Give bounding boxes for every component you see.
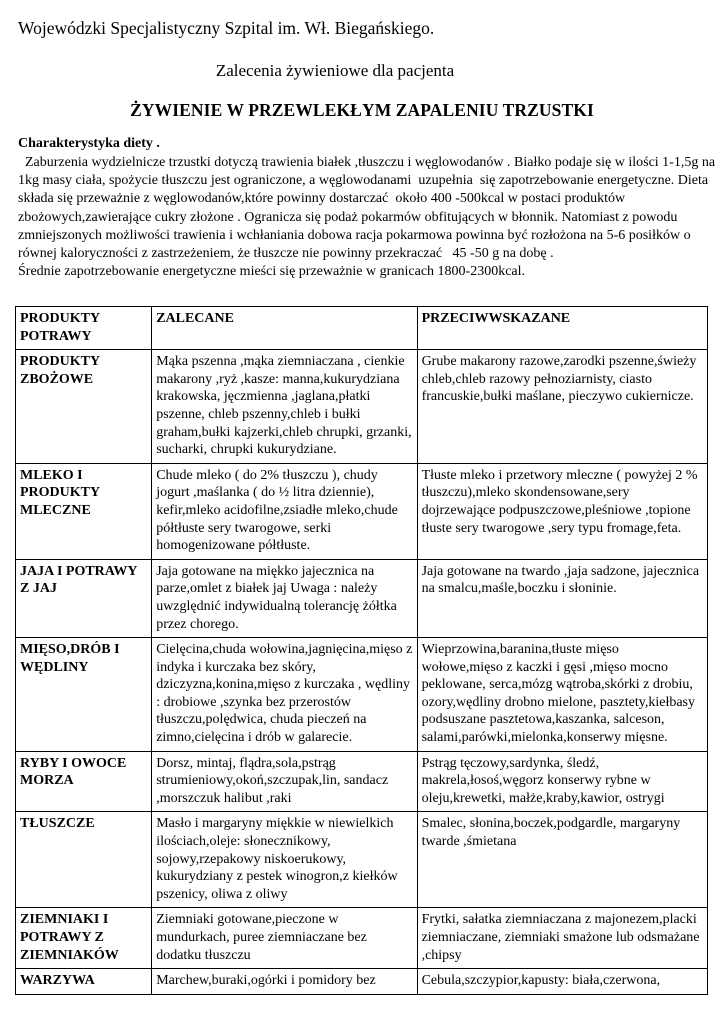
row-category: PRODUKTY ZBOŻOWE [16, 350, 152, 464]
table-row [16, 559, 708, 637]
row-category: TŁUSZCZE [16, 812, 152, 908]
row-recommended: Marchew,buraki,ogórki i pomidory bez [152, 969, 417, 995]
row-recommended: Jaja gotowane na miękko jajecznica na parze,omlet z białek jaj Uwaga : należy uwzględnić indywidualną tolerancję żółtka przez chorego. [152, 559, 417, 637]
characteristics-paragraph: Średnie zapotrzebowanie energetyczne mieści się przeważnie w granicach 1800-2300kcal. [18, 264, 526, 280]
row-recommended: Ziemniaki gotowane,pieczone w mundurkach, puree ziemniaczane bez dodatku tłuszczu [152, 908, 417, 969]
table-row [16, 463, 708, 559]
document-title: ŻYWIENIE W PRZEWLEKŁYM ZAPALENIU TRZUSTKI [130, 100, 594, 120]
table-row [16, 908, 708, 969]
row-category: JAJA I POTRAWY Z JAJ [16, 559, 152, 637]
subtitle-text: Zalecenia żywieniowe dla pacjenta [215, 61, 455, 80]
row-recommended: Chude mleko ( do 2% tłuszczu ), chudy jogurt ,maślanka ( do ½ litra dziennie), kefir,mleko acidofilne,zsiadłe mleko,chude półtłuste sery twarogowe, serki homogenizowane półtłuste. [152, 463, 417, 559]
table-row [16, 969, 708, 995]
row-contraindicated: Wieprzowina,baranina,tłuste mięso wołowe,mięso z kaczki i gęsi ,mięso mocno peklowane, serca,mózg wątroba,skórki z drobiu, ozory,wędliny drobno mielone, pasztety,kiełbasy podsuszane pasztetowa,kaszanka, salceson, salami,parówki,mielonka,konserwy mięsne. [417, 638, 707, 752]
row-contraindicated: Tłuste mleko i przetwory mleczne ( powyżej 2 % tłuszczu),mleko skondensowane,sery dojrzewające podpuszczowe,pleśniowe ,topione tłuste sery twarogowe ,sery typu fromage,feta. [417, 463, 707, 559]
row-recommended: Cielęcina,chuda wołowina,jagnięcina,mięso z indyka i kurczaka bez skóry, dziczyzna,konina,mięso z kurczaka , wędliny : drobiowe ,szynka bez przerostów tłuszczu,polędwica, chuda pieczeń na zimno,cielęcina i drób w galarecie. [152, 638, 417, 752]
row-category: ZIEMNIAKI I POTRAWY Z ZIEMNIAKÓW [16, 908, 152, 969]
header-contraindicated: PRZECIWWSKAZANE [417, 307, 707, 350]
table-row [16, 812, 708, 908]
table-row [16, 751, 708, 812]
row-recommended: Masło i margaryny miękkie w niewielkich ilościach,oleje: słonecznikowy, sojowy,rzepakowy niskoerukowy, kukurydziany z pestek winogron,z kiełków pszenicy, oliwa z oliwy [152, 812, 417, 908]
table-header-row [16, 307, 708, 350]
table-row [16, 350, 708, 464]
table-row [16, 638, 708, 752]
diet-table [15, 306, 708, 995]
row-recommended: Dorsz, mintaj, flądra,sola,pstrąg strumieniowy,okoń,szczupak,lin, sandacz ,morszczuk halibut ,raki [152, 751, 417, 812]
characteristics-heading: Charakterystyka diety . [18, 136, 160, 151]
row-contraindicated: Jaja gotowane na twardo ,jaja sadzone, jajecznica na smalcu,maśle,boczku i słoninie. [417, 559, 707, 637]
row-recommended: Mąka pszenna ,mąka ziemniaczana , cienkie makarony ,ryż ,kasze: manna,kukurydziana krakowska, jęczmienna ,jaglana,płatki pszenne, chleb pszenny,chleb i bułki graham,bułki kajzerki,chleb chrupki, grzanki, sucharki, chrupki kukurydziane. [152, 350, 417, 464]
characteristics-body [18, 154, 718, 281]
row-category: RYBY I OWOCE MORZA [16, 751, 152, 812]
row-contraindicated: Pstrąg tęczowy,sardynka, śledź, makrela,łosoś,węgorz konserwy rybne w oleju,krewetki, małże,kraby,kawior, ostrygi [417, 751, 707, 812]
characteristics-paragraph: Zaburzenia wydzielnicze trzustki dotyczą trawienia białek ,tłuszczu i węglowodanów . Białko podaje się w ilości 1-1,5g na 1kg masy ciała, spożycie tłuszczu jest ograniczone, a węglowodanami uzupełnia się zapotrzebowanie energetyczne. Dieta składa się przeważnie z węglowodanów,które powinny dostarczać około 400 -500kcal w postaci produktów zbożowych,zawierające cukry złożone . Ogranicza się podaż pokarmów obfitujących w błonnik. Natomiast z powodu zmniejszonych możliwości trawienia i wchłaniania dobowa racja pokarmowa powinna być rozłożona na 5-6 posiłków o równej kaloryczności z zastrzeżeniem, że tłuszcze nie powinny przekraczać 45 -50 g na dobę . [18, 155, 719, 262]
header-products: PRODUKTY POTRAWY [16, 307, 152, 350]
hospital-name: Wojewódzki Specjalistyczny Szpital im. Wł. Biegańskiego. [18, 18, 435, 38]
row-category: MLEKO I PRODUKTY MLECZNE [16, 463, 152, 559]
row-category: WARZYWA [16, 969, 152, 995]
row-contraindicated: Frytki, sałatka ziemniaczana z majonezem,placki ziemniaczane, ziemniaki smażone lub odsmażane ,chipsy [417, 908, 707, 969]
header-recommended: ZALECANE [152, 307, 417, 350]
row-contraindicated: Smalec, słonina,boczek,podgardle, margaryny twarde ,śmietana [417, 812, 707, 908]
row-contraindicated: Cebula,szczypior,kapusty: biała,czerwona, [417, 969, 707, 995]
row-category: MIĘSO,DRÓB I WĘDLINY [16, 638, 152, 752]
row-contraindicated: Grube makarony razowe,zarodki pszenne,świeży chleb,chleb razowy pełnoziarnisty, ciasto francuskie,bułki maślane, pieczywo cukiernicze. [417, 350, 707, 464]
document-subtitle [0, 61, 670, 81]
